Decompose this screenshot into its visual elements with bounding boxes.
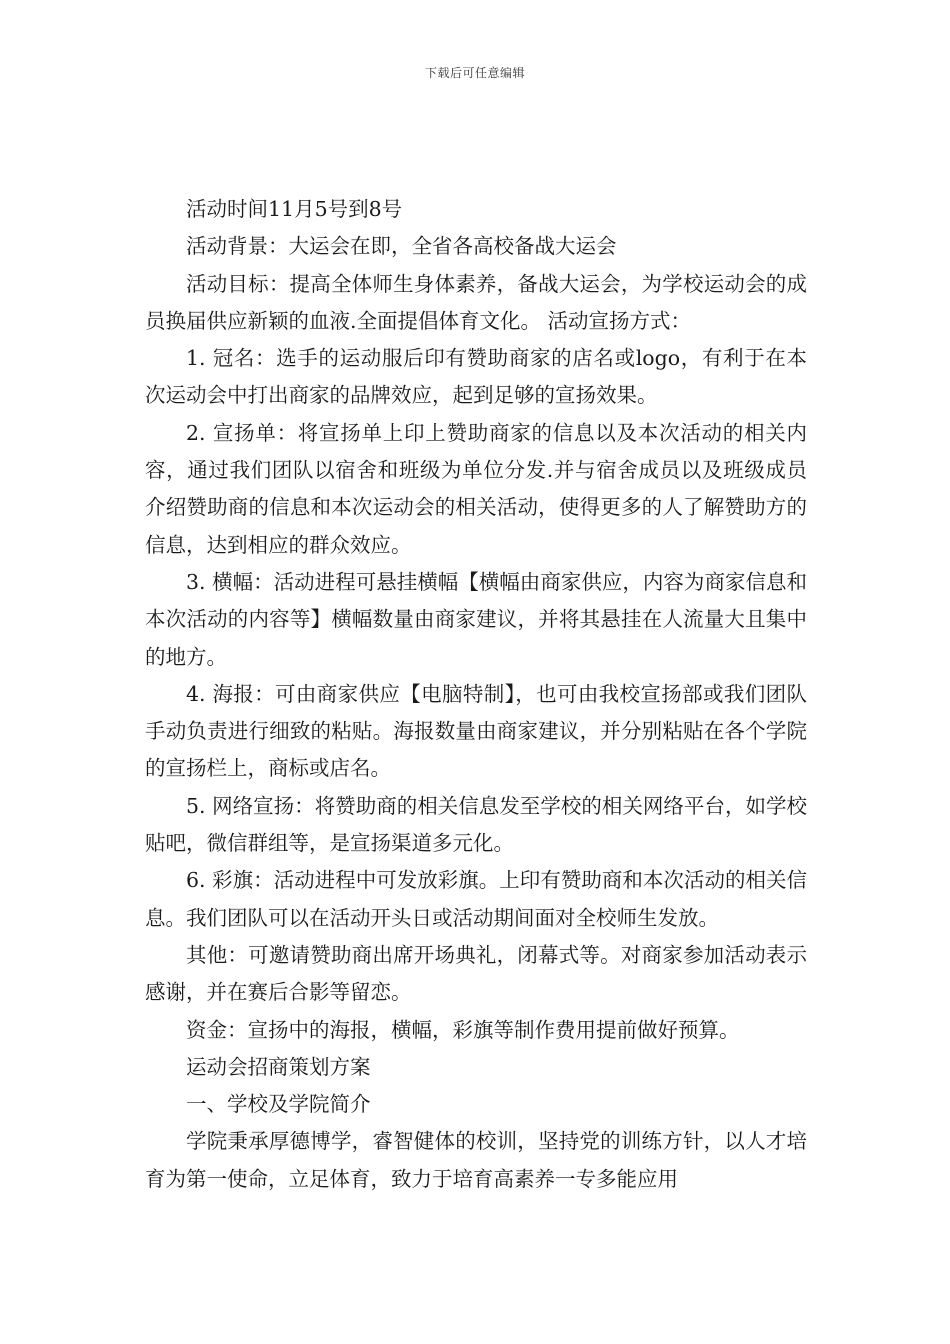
paragraph-item-flags: 6. 彩旗：活动进程中可发放彩旗。上印有赞助商和本次活动的相关信息。我们团队可以在活动开头日或活动期间面对全校师生发放。 bbox=[145, 868, 807, 930]
section-heading-school-intro: 一、学校及学院简介 bbox=[186, 1092, 371, 1117]
section-title: 运动会招商策划方案 bbox=[186, 1054, 371, 1079]
paragraph-item-flyer: 2. 宣扬单：将宣扬单上印上赞助商家的信息以及本次活动的相关内容，通过我们团队以宿舍和班级为单位分发.并与宿舍成员以及班级成员介绍赞助商的信息和本次运动会的相关活动，使得更多的人了解赞助方的信息，达到相应的群众效应。 bbox=[145, 420, 807, 557]
paragraph-activity-background: 活动背景：大运会在即，全省各高校备战大运会 bbox=[186, 234, 617, 259]
paragraph-other: 其他：可邀请赞助商出席开场典礼，闭幕式等。对商家参加活动表示感谢，并在赛后合影等留恋。 bbox=[145, 942, 807, 1005]
page-header: 下载后可任意编辑 bbox=[424, 66, 525, 80]
paragraph-item-banner: 3. 横幅：活动进程可悬挂横幅【横幅由商家供应，内容为商家信息和本次活动的内容等】横幅数量由商家建议，并将其悬挂在人流量大且集中的地方。 bbox=[145, 569, 807, 669]
paragraph-school-intro: 学院秉承厚德博学，睿智健体的校训，坚持党的训练方针，以人才培育为第一使命，立足体育，致力于培育高素养一专多能应用 bbox=[145, 1129, 807, 1191]
document-body bbox=[145, 191, 807, 1198]
paragraph-activity-time: 活动时间11月5号到8号 bbox=[186, 197, 403, 221]
paragraph-funding: 资金：宣扬中的海报，横幅，彩旗等制作费用提前做好预算。 bbox=[186, 1017, 740, 1042]
paragraph-activity-goal: 活动目标：提高全体师生身体素养，备战大运会，为学校运动会的成员换届供应新颖的血液.全面提倡体育文化。 活动宣扬方式： bbox=[145, 271, 807, 333]
paragraph-item-naming: 1. 冠名：选手的运动服后印有赞助商家的店名或logo，有利于在本次运动会中打出商家的品牌效应，起到足够的宣扬效果。 bbox=[145, 346, 807, 408]
paragraph-item-poster: 4. 海报：可由商家供应【电脑特制】，也可由我校宣扬部或我们团队手动负责进行细致的粘贴。海报数量由商家建议，并分别粘贴在各个学院的宣扬栏上，商标或店名。 bbox=[145, 681, 807, 781]
paragraph-item-online: 5. 网络宣扬：将赞助商的相关信息发至学校的相关网络平台，如学校贴吧，微信群组等，是宣扬渠道多元化。 bbox=[145, 793, 807, 856]
